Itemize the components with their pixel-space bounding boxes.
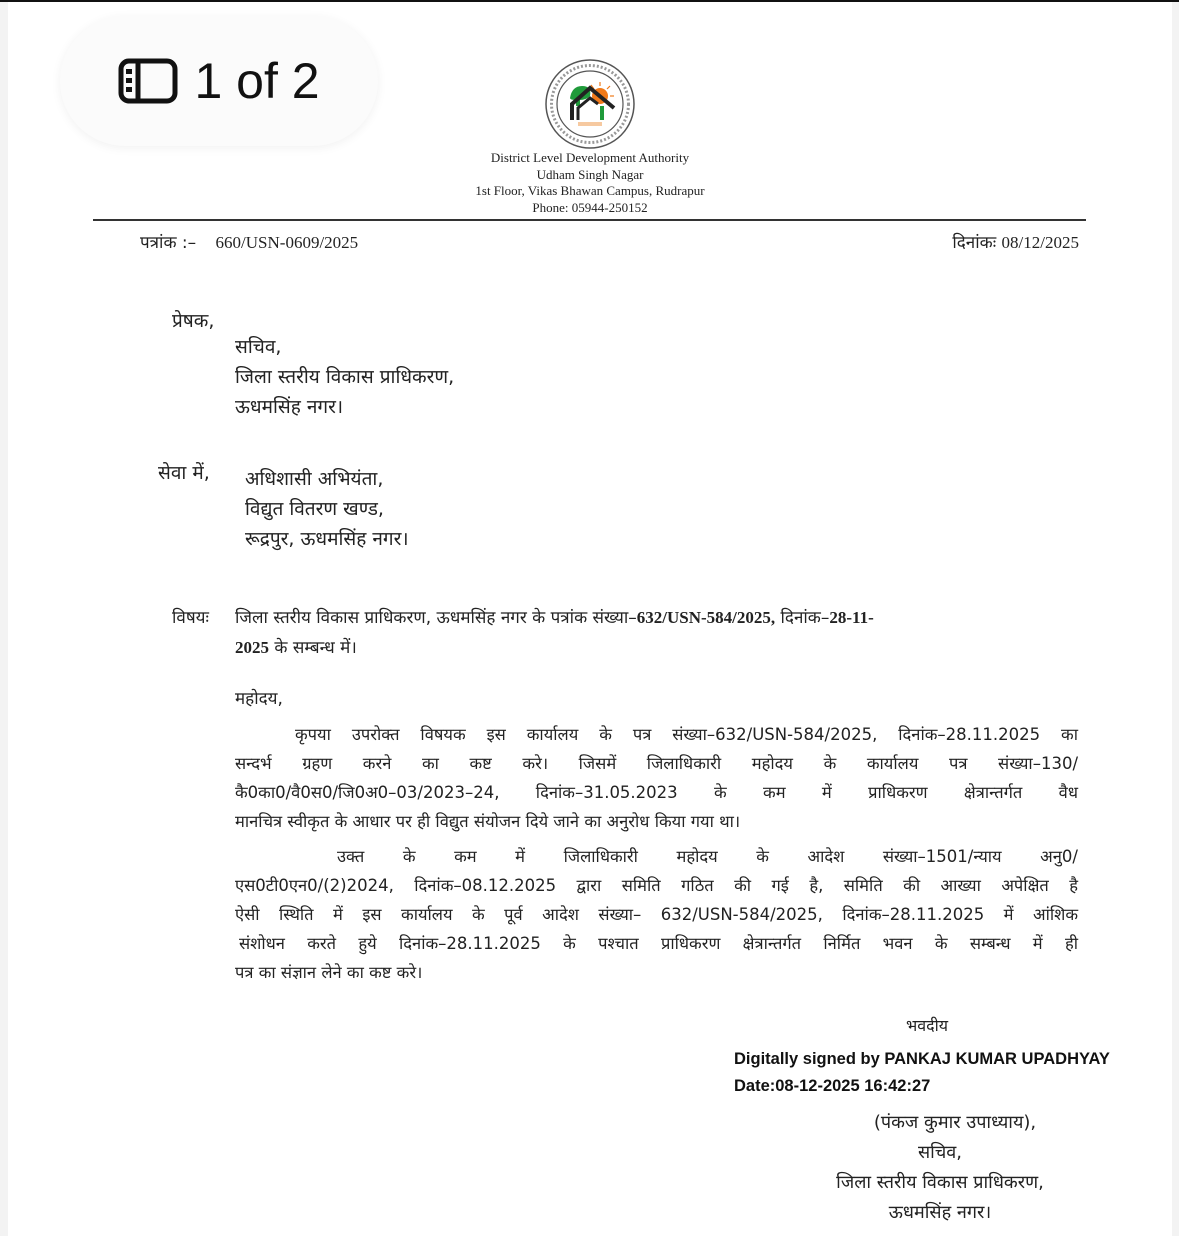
subject-ref-number: 632/USN-584/2025, (636, 608, 776, 627)
recipient-label: सेवा में, (158, 462, 210, 484)
page-indicator[interactable] (60, 16, 378, 146)
signatory-block (790, 1108, 1090, 1228)
digital-signature-date: Date:08-12-2025 16:42:27 (734, 1077, 931, 1095)
signatory-name: (पंकज कुमार उपाध्याय), (873, 1112, 1037, 1133)
left-page-edge (0, 2, 8, 1236)
recipient-line: अधिशासी अभियंता, (245, 468, 384, 490)
org-district: Udham Singh Nagar (536, 166, 644, 182)
recipient-line: रूद्रपुर, ऊधमसिंह नगर। (245, 528, 409, 550)
paragraph-line: सन्दर्भ ग्रहण करने का कष्ट करे। जिसमें जिलाधिकारी महोदय के कार्यालय पत्र संख्या–130/ (235, 754, 1078, 773)
org-phone: Phone: 05944-250152 (532, 199, 648, 215)
subject-text-part: दिनांक– (775, 608, 830, 628)
paragraph-line: ऐसी स्थिति में इस कार्यालय के पूर्व आदेश संख्या– 632/USN-584/2025, दिनांक–28.11.2025 में आंशिक (235, 905, 1078, 924)
letter-date-value: 08/12/2025 (1001, 233, 1079, 252)
sender-line: ऊधमसिंह नगर। (235, 396, 344, 418)
signatory-place: ऊधमसिंह नगर। (888, 1202, 992, 1223)
sender-line: जिला स्तरीय विकास प्राधिकरण, (235, 366, 455, 388)
top-border (0, 0, 1179, 2)
org-address: 1st Floor, Vikas Bhawan Campus, Rudrapur (475, 183, 705, 198)
letter-number-value: 660/USN-0609/2025 (215, 233, 359, 252)
subject-text (235, 603, 874, 663)
sender-label: प्रेषक, (172, 310, 215, 332)
paragraph-line: एस0टी0एन0/(2)2024, दिनांक–08.12.2025 द्वारा समिति गठित की गई है, समिति की आख्या अपेक्षित है (235, 876, 1078, 895)
salutation: महोदय, (235, 689, 283, 709)
signatory-org: जिला स्तरीय विकास प्राधिकरण, (836, 1172, 1044, 1193)
paragraph-2 (235, 842, 1078, 987)
subject-label: विषयः (172, 608, 209, 628)
right-page-edge (1172, 2, 1179, 1236)
recipient-line: विद्युत वितरण खण्ड, (245, 498, 384, 520)
letterhead-divider (93, 219, 1086, 221)
page-count-label: 1 of 2 (194, 53, 320, 109)
authority-logo (544, 58, 636, 150)
paragraph-line: संशोधन करते हुये दिनांक–28.11.2025 के पश्चात प्राधिकरण क्षेत्रान्तर्गत निर्मित भवन के सम्बन्ध में ही (239, 934, 1078, 953)
letter-number (140, 230, 358, 253)
digital-signature-line: Digitally signed by PANKAJ KUMAR UPADHYAY (734, 1050, 1110, 1068)
paragraph-line: पत्र का संज्ञान लेने का कष्ट करे। (235, 963, 423, 982)
letter-number-label: पत्रांक :– (140, 233, 197, 253)
paragraph-line: कै0का0/वै0स0/जि0अ0–03/2023–24, दिनांक–31.05.2023 के कम में प्राधिकरण क्षेत्रान्तर्गत वैध (235, 783, 1078, 802)
org-name: District Level Development Authority (490, 150, 690, 165)
subject-text-part: जिला स्तरीय विकास प्राधिकरण, ऊधमसिंह नगर के पत्रांक संख्या– (235, 608, 637, 628)
paragraph-1 (235, 720, 1078, 836)
letter-date (952, 230, 1079, 253)
subject-ref-year: 2025 (235, 638, 269, 657)
sidebar-thumbnails-icon (118, 58, 178, 104)
recipient-block (245, 464, 409, 554)
paragraph-line: कृपया उपरोक्त विषयक इस कार्यालय के पत्र संख्या–632/USN-584/2025, दिनांक–28.11.2025 का (295, 725, 1078, 744)
subject-text-part: के सम्बन्ध में। (269, 638, 357, 658)
paragraph-line: उक्त के कम में जिलाधिकारी महोदय के आदेश संख्या–1501/न्याय अनु0/ (337, 847, 1078, 866)
letter-date-label: दिनांकः (952, 233, 997, 253)
sender-line: सचिव, (235, 336, 282, 358)
subject-ref-date: 28-11- (829, 608, 874, 627)
paragraph-line: मानचित्र स्वीकृत के आधार पर ही विद्युत संयोजन दिये जाने का अनुरोध किया गया था। (235, 812, 741, 831)
sender-block (235, 332, 454, 422)
letterhead-address (400, 150, 780, 216)
yours-faithfully: भवदीय (906, 1016, 949, 1035)
signatory-designation: सचिव, (918, 1142, 962, 1163)
